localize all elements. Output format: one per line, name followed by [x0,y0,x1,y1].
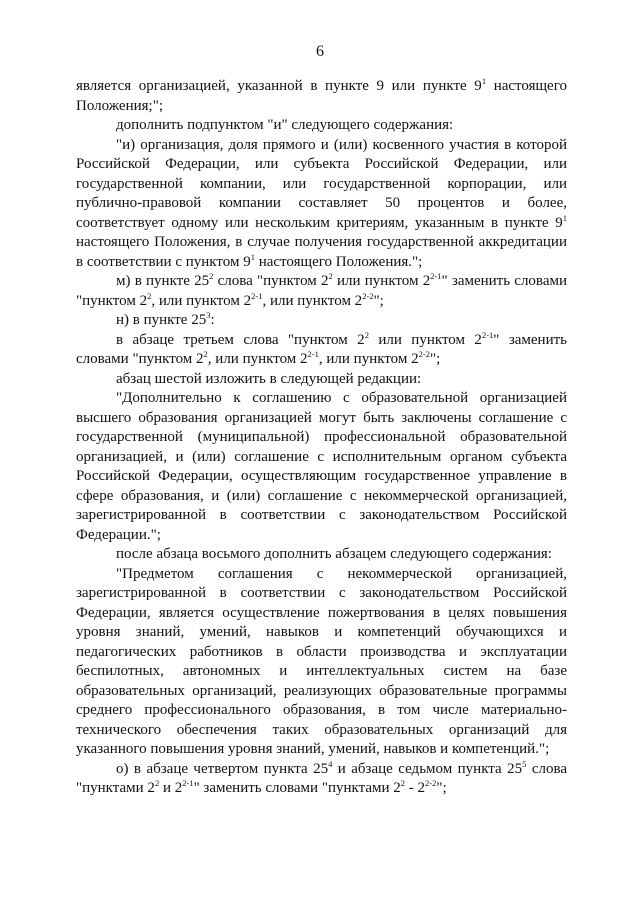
paragraph-quoted-additional [76,389,567,545]
text-run: "Предметом соглашения с некоммерческой организацией, зарегистрированной в соответствии с законодательством Российской Федерации, является осуществление пожертвования в целях повышения уровня знаний, умений, навыков и компетенций обучающихся и педагогических работников в области производства и эксплуатации беспилотных, автономных и интеллектуальных систем на базе образовательных организаций, реализующих образовательные программы среднего профессионального образования, в том числе материально-технического обеспечения таких образовательных организаций для указанного повышения уровня знаний, умений, навыков и компетенций."; [76,565,567,757]
text-run: слова "пунктами 2 [76,760,568,796]
text-run: после абзаца восьмого дополнить абзацем следующего содержания: [116,546,552,562]
text-run: - 2 [405,780,426,796]
paragraph-instruction [76,116,567,136]
superscript: 2-1 [481,329,494,340]
text-run: , или пунктом 2 [207,351,308,367]
superscript: 2 [364,329,369,340]
text-run: , или пунктом 2 [151,292,252,309]
superscript: 2-1 [430,271,442,282]
superscript: 1 [481,76,487,87]
superscript: 2-1 [251,290,263,301]
text-run: и абзаце седьмом пункта 25 [332,760,523,777]
text-run: слова "пунктом 2 [213,273,329,289]
paragraph-subpoint-i [76,136,567,273]
text-run: настоящего Положения."; [254,253,423,270]
superscript: 1 [250,251,255,262]
superscript: 2-1 [182,778,194,789]
superscript: 2 [154,778,160,789]
paragraph-subpoint-m [76,272,567,311]
text-run: : [210,312,215,328]
superscript: 5 [522,758,527,769]
text-run: или пунктом 2 [368,331,482,348]
superscript: 2 [203,349,208,360]
text-run: , или пунктом 2 [262,292,363,309]
text-run: о) в абзаце четвертом пункта 25 [116,760,329,777]
text-run: "; [429,351,441,367]
superscript: 2 [400,778,406,789]
paragraph-paragraph-six-instruction [76,370,567,390]
text-run: м) в пункте 25 [116,273,210,289]
text-run: , или пунктом 2 [318,351,419,367]
text-run: или пунктом 2 [332,273,431,289]
paragraph-subpoint-o [76,760,567,799]
superscript: 2 [209,271,214,282]
text-run: "; [436,780,447,796]
text-run: и 2 [159,780,183,796]
superscript: 2-2 [418,349,430,360]
text-run: " заменить словами "пунктом 2 [76,273,567,309]
page-number: 6 [316,43,324,60]
text-run: "Дополнительно к соглашению с образовательной организацией высшего образования организацией могут быть заключены соглашение с государственной (муниципальной) профессиональной образовательной организацией, и (или) соглашение с исполнительным органом субъекта Российской Федерации, осуществляющим государственное управление в сфере образования, и (или) соглашение с некоммерческой организацией, зарегистрированной в соответствии с законодательством Российской Федерации."; [76,390,567,543]
superscript: 2 [147,290,152,301]
text-run: настоящего Положения, в случае получения государственной аккредитации в соответствии с пунктом 9 [76,234,567,270]
text-run: н) в пункте 25 [116,312,207,328]
superscript: 3 [206,310,211,321]
paragraph-subpoint-n [76,311,567,331]
text-run: "и) организация, доля прямого и (или) косвенного участия в которой Российской Федерации, или субъекта Российской Федерации, или государственной компании, или государственной корпорации, или публично-правовой компании составляет 50 процентов и более, соответствует одному или нескольким критериям, указанным в пункте 9 [76,136,567,231]
paragraph-paragraph-three [76,331,567,370]
paragraph-continuation [76,77,567,116]
text-run: в абзаце третьем слова "пунктом 2 [116,331,365,348]
superscript: 2-2 [362,290,374,301]
text-run: абзац шестой изложить в следующей редакции: [116,370,422,387]
text-run: "; [373,292,384,309]
document-body [76,77,567,799]
text-run: " заменить словами "пунктами 2 [193,780,401,796]
text-run: настоящего Положения;"; [76,78,567,114]
superscript: 2-1 [307,349,319,360]
text-run: " заменить словами "пунктом 2 [76,331,568,367]
text-run: дополнить подпунктом "и" следующего содержания: [116,117,454,133]
text-run: является организацией, указанной в пункте 9 или пункте 9 [76,78,482,94]
superscript: 1 [562,212,567,223]
superscript: 2-2 [425,778,437,789]
paragraph-quoted-subject [76,565,567,760]
superscript: 2 [328,271,333,282]
superscript: 4 [328,758,333,769]
paragraph-after-eighth-instruction [76,545,567,565]
